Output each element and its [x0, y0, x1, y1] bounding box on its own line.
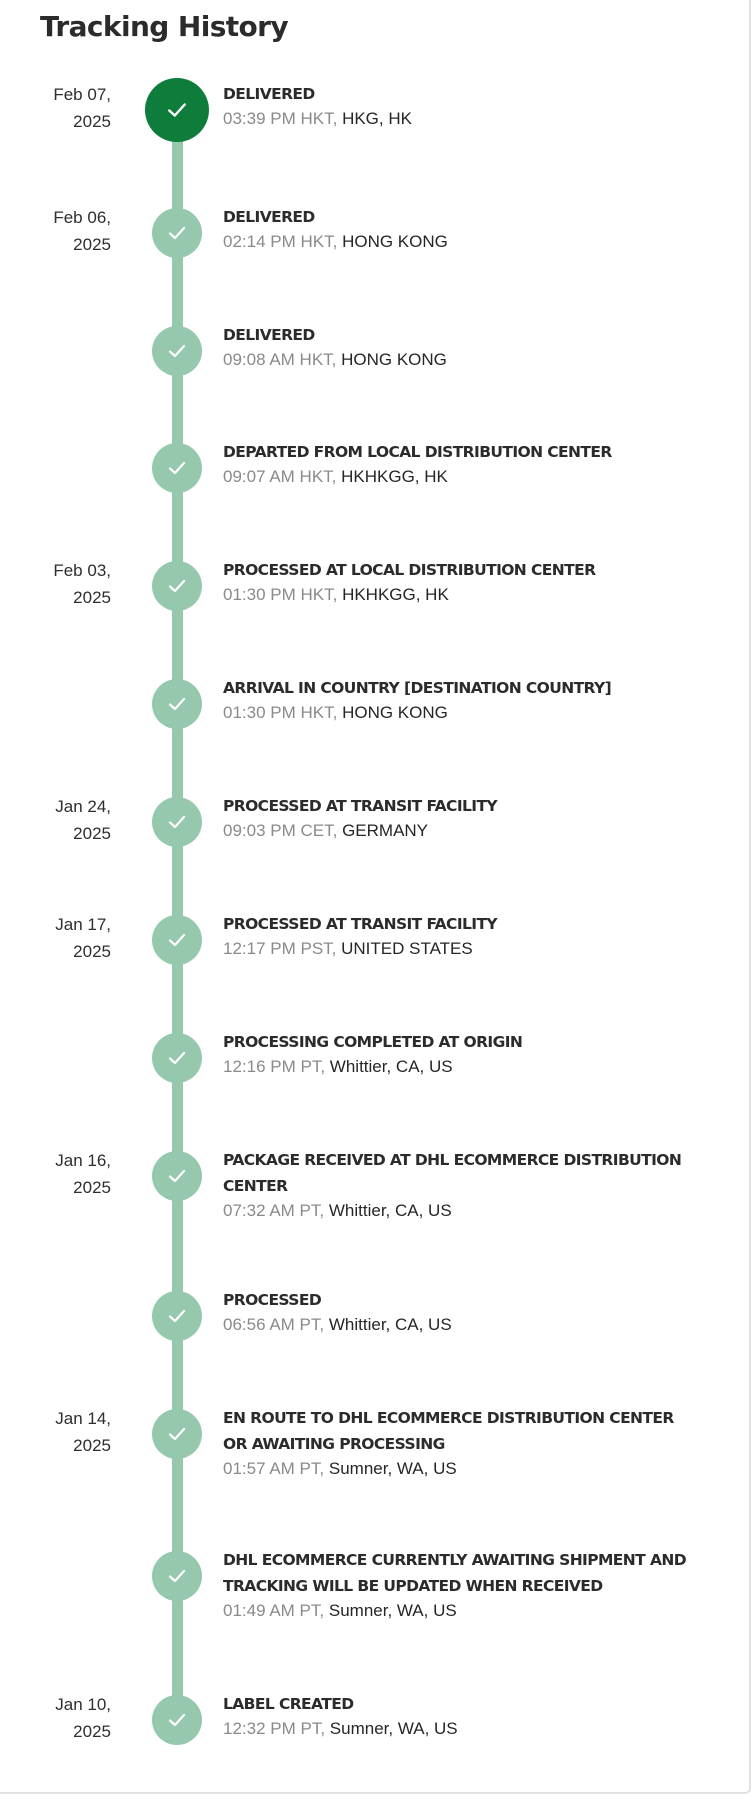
event-meta [223, 819, 693, 843]
event-location: Sumner, WA, US [328, 1459, 457, 1478]
event-date-day: Jan 10, [55, 1695, 111, 1714]
event-date-year: 2025 [73, 1178, 111, 1197]
event-date-year: 2025 [73, 112, 111, 131]
event-location: Sumner, WA, US [329, 1719, 458, 1738]
status-dot [152, 561, 202, 611]
event-location: GERMANY [342, 821, 429, 840]
event-date [11, 793, 111, 847]
event-time: 09:03 PM CET, [223, 821, 338, 840]
event-meta [223, 1055, 693, 1079]
event-meta [223, 701, 693, 725]
event-details [223, 81, 693, 131]
event-status: PROCESSED [223, 1291, 322, 1309]
event-location: HONG KONG [342, 232, 448, 251]
event-time: 01:30 PM HKT, [223, 585, 338, 604]
check-icon [167, 576, 187, 596]
check-icon [167, 1566, 187, 1586]
event-status: PACKAGE RECEIVED AT DHL ECOMMERCE DISTRIBUTION CENTER [223, 1151, 682, 1195]
status-dot [152, 1033, 202, 1083]
event-time: 12:32 PM PT, [223, 1719, 326, 1738]
event-time: 12:16 PM PT, [223, 1057, 326, 1076]
event-date [11, 911, 111, 965]
event-status: PROCESSED AT TRANSIT FACILITY [223, 797, 498, 815]
event-status: PROCESSED AT LOCAL DISTRIBUTION CENTER [223, 561, 596, 579]
event-status: PROCESSING COMPLETED AT ORIGIN [223, 1033, 523, 1051]
check-icon [167, 1166, 187, 1186]
check-icon [167, 223, 187, 243]
event-location: HKHKGG, HK [342, 585, 449, 604]
check-icon [167, 1306, 187, 1326]
event-details [223, 675, 693, 725]
event-status: DELIVERED [223, 208, 315, 226]
event-location: Whittier, CA, US [329, 1057, 453, 1076]
status-dot [152, 326, 202, 376]
event-date [11, 204, 111, 258]
check-icon [167, 458, 187, 478]
status-dot [152, 797, 202, 847]
event-details [223, 1405, 693, 1481]
event-location: Whittier, CA, US [328, 1201, 452, 1220]
event-meta [223, 465, 693, 489]
event-time: 12:17 PM PST, [223, 939, 337, 958]
event-status: DELIVERED [223, 326, 315, 344]
event-date-year: 2025 [73, 942, 111, 961]
event-date-day: Jan 17, [55, 915, 111, 934]
event-date-day: Jan 14, [55, 1409, 111, 1428]
event-location: HKHKGG, HK [341, 467, 448, 486]
status-dot [152, 1551, 202, 1601]
event-time: 09:07 AM HKT, [223, 467, 337, 486]
event-date-day: Feb 06, [53, 208, 111, 227]
event-time: 06:56 AM PT, [223, 1315, 325, 1334]
event-details [223, 1147, 693, 1223]
status-dot [152, 679, 202, 729]
event-date-year: 2025 [73, 1722, 111, 1741]
event-status: EN ROUTE TO DHL ECOMMERCE DISTRIBUTION CENTER OR AWAITING PROCESSING [223, 1409, 674, 1453]
event-details [223, 1029, 693, 1079]
event-status: DHL ECOMMERCE CURRENTLY AWAITING SHIPMENT AND TRACKING WILL BE UPDATED WHEN RECEIVED [223, 1551, 686, 1595]
event-date [11, 1147, 111, 1201]
event-date [11, 1691, 111, 1745]
event-time: 01:30 PM HKT, [223, 703, 338, 722]
check-icon [166, 99, 188, 121]
event-details [223, 1691, 693, 1741]
check-icon [167, 930, 187, 950]
status-dot [152, 1409, 202, 1459]
status-dot [145, 78, 209, 142]
status-dot [152, 443, 202, 493]
check-icon [167, 1048, 187, 1068]
event-time: 02:14 PM HKT, [223, 232, 338, 251]
check-icon [167, 694, 187, 714]
event-meta [223, 230, 693, 254]
page-title: Tracking History [40, 10, 289, 43]
event-time: 01:57 AM PT, [223, 1459, 325, 1478]
event-date [11, 81, 111, 135]
event-status: LABEL CREATED [223, 1695, 354, 1713]
event-status: PROCESSED AT TRANSIT FACILITY [223, 915, 498, 933]
status-dot [152, 915, 202, 965]
event-date-year: 2025 [73, 588, 111, 607]
event-date-day: Feb 07, [53, 85, 111, 104]
event-details [223, 322, 693, 372]
event-details [223, 911, 693, 961]
event-location: HKG, HK [342, 109, 412, 128]
event-meta [223, 1599, 693, 1623]
event-meta [223, 583, 693, 607]
event-meta [223, 1717, 693, 1741]
event-details [223, 793, 693, 843]
event-status: DELIVERED [223, 85, 315, 103]
event-details [223, 439, 693, 489]
event-date-day: Jan 16, [55, 1151, 111, 1170]
event-time: 07:32 AM PT, [223, 1201, 325, 1220]
event-meta [223, 1199, 693, 1223]
event-date [11, 1405, 111, 1459]
event-date-year: 2025 [73, 824, 111, 843]
event-date-day: Feb 03, [53, 561, 111, 580]
event-time: 09:08 AM HKT, [223, 350, 337, 369]
event-meta [223, 107, 693, 131]
event-location: HONG KONG [342, 703, 448, 722]
event-meta [223, 1313, 693, 1337]
event-details [223, 204, 693, 254]
event-time: 01:49 AM PT, [223, 1601, 325, 1620]
event-meta [223, 937, 693, 961]
event-location: UNITED STATES [341, 939, 473, 958]
check-icon [167, 1710, 187, 1730]
event-status: ARRIVAL IN COUNTRY [DESTINATION COUNTRY] [223, 679, 612, 697]
status-dot [152, 208, 202, 258]
event-time: 03:39 PM HKT, [223, 109, 338, 128]
status-dot [152, 1291, 202, 1341]
event-details [223, 557, 693, 607]
event-details [223, 1547, 693, 1623]
event-location: Whittier, CA, US [328, 1315, 452, 1334]
check-icon [167, 1424, 187, 1444]
event-location: Sumner, WA, US [328, 1601, 457, 1620]
event-location: HONG KONG [341, 350, 447, 369]
event-status: DEPARTED FROM LOCAL DISTRIBUTION CENTER [223, 443, 612, 461]
status-dot [152, 1695, 202, 1745]
check-icon [167, 812, 187, 832]
event-details [223, 1287, 693, 1337]
check-icon [167, 341, 187, 361]
event-meta [223, 348, 693, 372]
status-dot [152, 1151, 202, 1201]
event-date [11, 557, 111, 611]
event-date-day: Jan 24, [55, 797, 111, 816]
event-date-year: 2025 [73, 235, 111, 254]
event-meta [223, 1457, 693, 1481]
event-date-year: 2025 [73, 1436, 111, 1455]
